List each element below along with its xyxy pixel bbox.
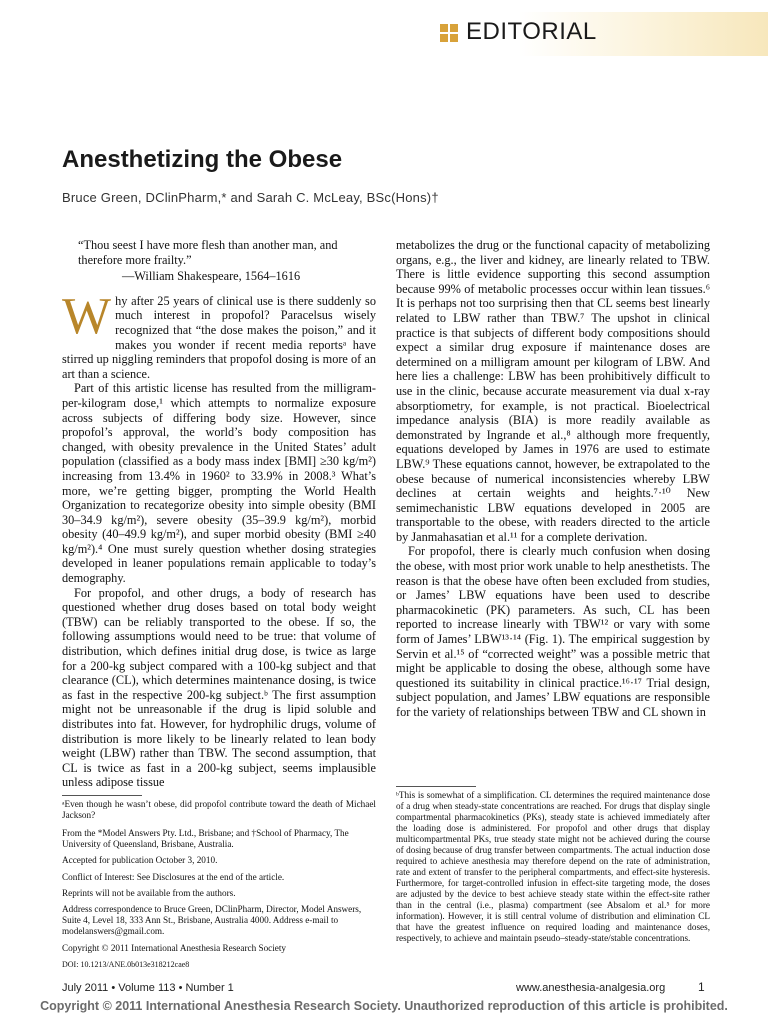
footnote-a: ᵃEven though he wasn’t obese, did propofol contribute toward the death of Michael Jackson?: [62, 799, 376, 820]
body-paragraph: Part of this artistic license has resulted from the milligram-per-kilogram dose,¹ which attempts to normalize exposure across subjects of differing body size. However, since propofol’s approval, the world’s body composition has changed, with obesity prevalence in the United States’ adult population (classified as a body mass index [BMI] ≥30 kg/m²) increasing from 13.4% in 1960² to 33.9% in 2008.³ What’s more, we’re getting bigger, prompting the World Health Organization to recategorize obesity into simple obesity (BMI 30–34.9 kg/m²), severe obesity (35–39.9 kg/m²), morbid obesity (40–49.9 kg/m²), and super morbid obesity (BMI ≥40 kg/m²).⁴ One must surely question whether dosing strategies developed in leaner populations remain applicable to today’s demography.: [62, 381, 376, 586]
intro-paragraph: [62, 287, 376, 382]
footnote-b: ᵇThis is somewhat of a simplification. CL determines the required maintenance dose of a drug when steady-state concentrations are reached. For drugs that display single compartmental pharmacokinetics (PKs), steady state is achieved immediately after the loading dose is administered. For propofol and other drugs that display multicompartmental PKs, true steady state might not be achieved during the course of dosing because of drug transfer between compartments. The actual induction dose required to achieve anesthesia may therefore depend on the rate of administration, rate and extent of transfer to the peripheral compartments, and effect-site hysteresis. Furthermore, for target-controlled infusion in effect-site targeting mode, the doses are adjusted by the device to best achieve steady state within the effect-site rather than in the central (i.e., plasma) compartment (see Absalom et al.⁵ for more information). However, it is still central volume of distribution and elimination CL that have the greatest influence on required loading and maintenance doses, respectively, to achieve and maintain pseudo–steady-state/stable concentrations.: [396, 790, 710, 943]
footnote-divider: [62, 795, 142, 796]
correspondence: Address correspondence to Bruce Green, DClinPharm, Director, Model Answers, Suite 4, Level 18, 333 Ann St., Brisbane, Australia 4000. Address e-mail to modelanswers@gmail.com.: [62, 904, 362, 937]
copyright-line: Copyright © 2011 International Anesthesia Research Society: [62, 942, 287, 953]
article-metadata: [62, 828, 376, 975]
left-column: [62, 238, 376, 790]
drop-cap: W: [62, 287, 112, 345]
epigraph-attribution: —William Shakespeare, 1564–1616: [122, 269, 301, 284]
accepted-date: Accepted for publication October 3, 2010.: [62, 855, 218, 866]
footnote-divider: [396, 786, 476, 787]
issue-info: July 2011 • Volume 113 • Number 1: [62, 982, 234, 994]
article-title: Anesthetizing the Obese: [62, 146, 343, 173]
affiliation: From the *Model Answers Pty. Ltd., Brisbane; and †School of Pharmacy, The University of Queensland, Brisbane, Australia.: [62, 828, 349, 850]
reprints-note: Reprints will not be available from the authors.: [62, 887, 236, 898]
grid-squares-icon: [440, 24, 458, 42]
doi: DOI: 10.1213/ANE.0b013e318212cae8: [62, 959, 190, 969]
body-paragraph: metabolizes the drug or the functional capacity of metabolizing organs, e.g., the liver and kidney, are linearly related to TBW. There is little evidence supporting this second assumption because 99% of metabolic processes occur within lean tissues.⁶ It is perhaps not too surprising then that CL seems best linearly related to LBW rather than TBW.⁷ The upshot in clinical practice is that subjects of different body compositions should expect a similar drug exposure if maintenance doses are determined on a milligram amount per kilogram of LBW. And here lies a challenge: LBW has been prohibitively difficult to use in the clinic, because accurate measurement via dual x-ray absorptiometry, for example, is not practical. Bioelectrical impedance analysis (BIA) is more readily available as demonstrated by Ingrande et al.,⁸ although more frequently, equations developed by James in 1976 are used to estimate LBW.⁹ These equations cannot, however, be extrapolated to the obese because of numerical inconsistencies whereby LBW declines at certain weights and heights.⁷·¹⁰ New semimechanistic LBW equations developed in 2005 are transportable to the obese, with readers directed to the article by Janmahasatian et al.¹¹ for a complete derivation.: [396, 238, 710, 544]
conflict-statement: Conflict of Interest: See Disclosures at the end of the article.: [62, 871, 285, 882]
page-number: 1: [698, 980, 705, 994]
section-label: EDITORIAL: [466, 18, 597, 45]
right-column: [396, 238, 710, 720]
journal-url[interactable]: www.anesthesia-analgesia.org: [516, 982, 666, 994]
copyright-notice: Copyright © 2011 International Anesthesia Research Society. Unauthorized reproduction of this article is prohibited.: [40, 999, 728, 1013]
intro-text: hy after 25 years of clinical use is there suddenly so much interest in propofol? Paracelsus wisely recognized that “the dose makes the poison,” and it makes you wonder if recent media reportsᵃ have stirred up niggling reminders that propofol dosing is more of an art than a science.: [62, 293, 376, 381]
epigraph-quote: “Thou seest I have more flesh than another man, and therefore more frailty.”: [78, 238, 338, 267]
body-paragraph: For propofol, there is clearly much confusion when dosing the obese, with most prior work unable to help anesthetists. The reason is that the obese have often been excluded from studies, or James’ LBW equations have been used to describe pharmacokinetic (PK) parameters. As such, CL has been reported to increase linearly with TBW¹² or vary with some form of James’ LBW¹³·¹⁴ (Fig. 1). The empirical suggestion by Servin et al.¹⁵ of “corrected weight” was a possible metric that might be applicable to dosing the obese, although some have questioned its suitability in clinical practice.¹⁶·¹⁷ Trial design, subject population, and James’ LBW equations are responsible for the variety of relationships between TBW and CL shown in: [396, 544, 710, 719]
article-authors: Bruce Green, DClinPharm,* and Sarah C. McLeay, BSc(Hons)†: [62, 190, 439, 205]
body-paragraph: For propofol, and other drugs, a body of research has questioned whether drug doses based on total body weight (TBW) can be reliably transported to the obese. If so, the following assumptions would need to be true: that volume of distribution, which defines initial drug dose, is twice as large for a 200-kg subject compared with a 100-kg subject and that clearance (CL), which determines maintenance dosing, is twice as fast in the respective 200-kg subject.ᵇ The first assumption might not be unreasonable if the drug is lipid soluble and distributes into fat. However, for hydrophilic drugs, volume of distribution is more likely to be linearly related to lean body weight (LBW) rather than TBW. The second assumption, that CL is twice as fast in a 200-kg subject, seems implausible unless adipose tissue: [62, 585, 376, 790]
